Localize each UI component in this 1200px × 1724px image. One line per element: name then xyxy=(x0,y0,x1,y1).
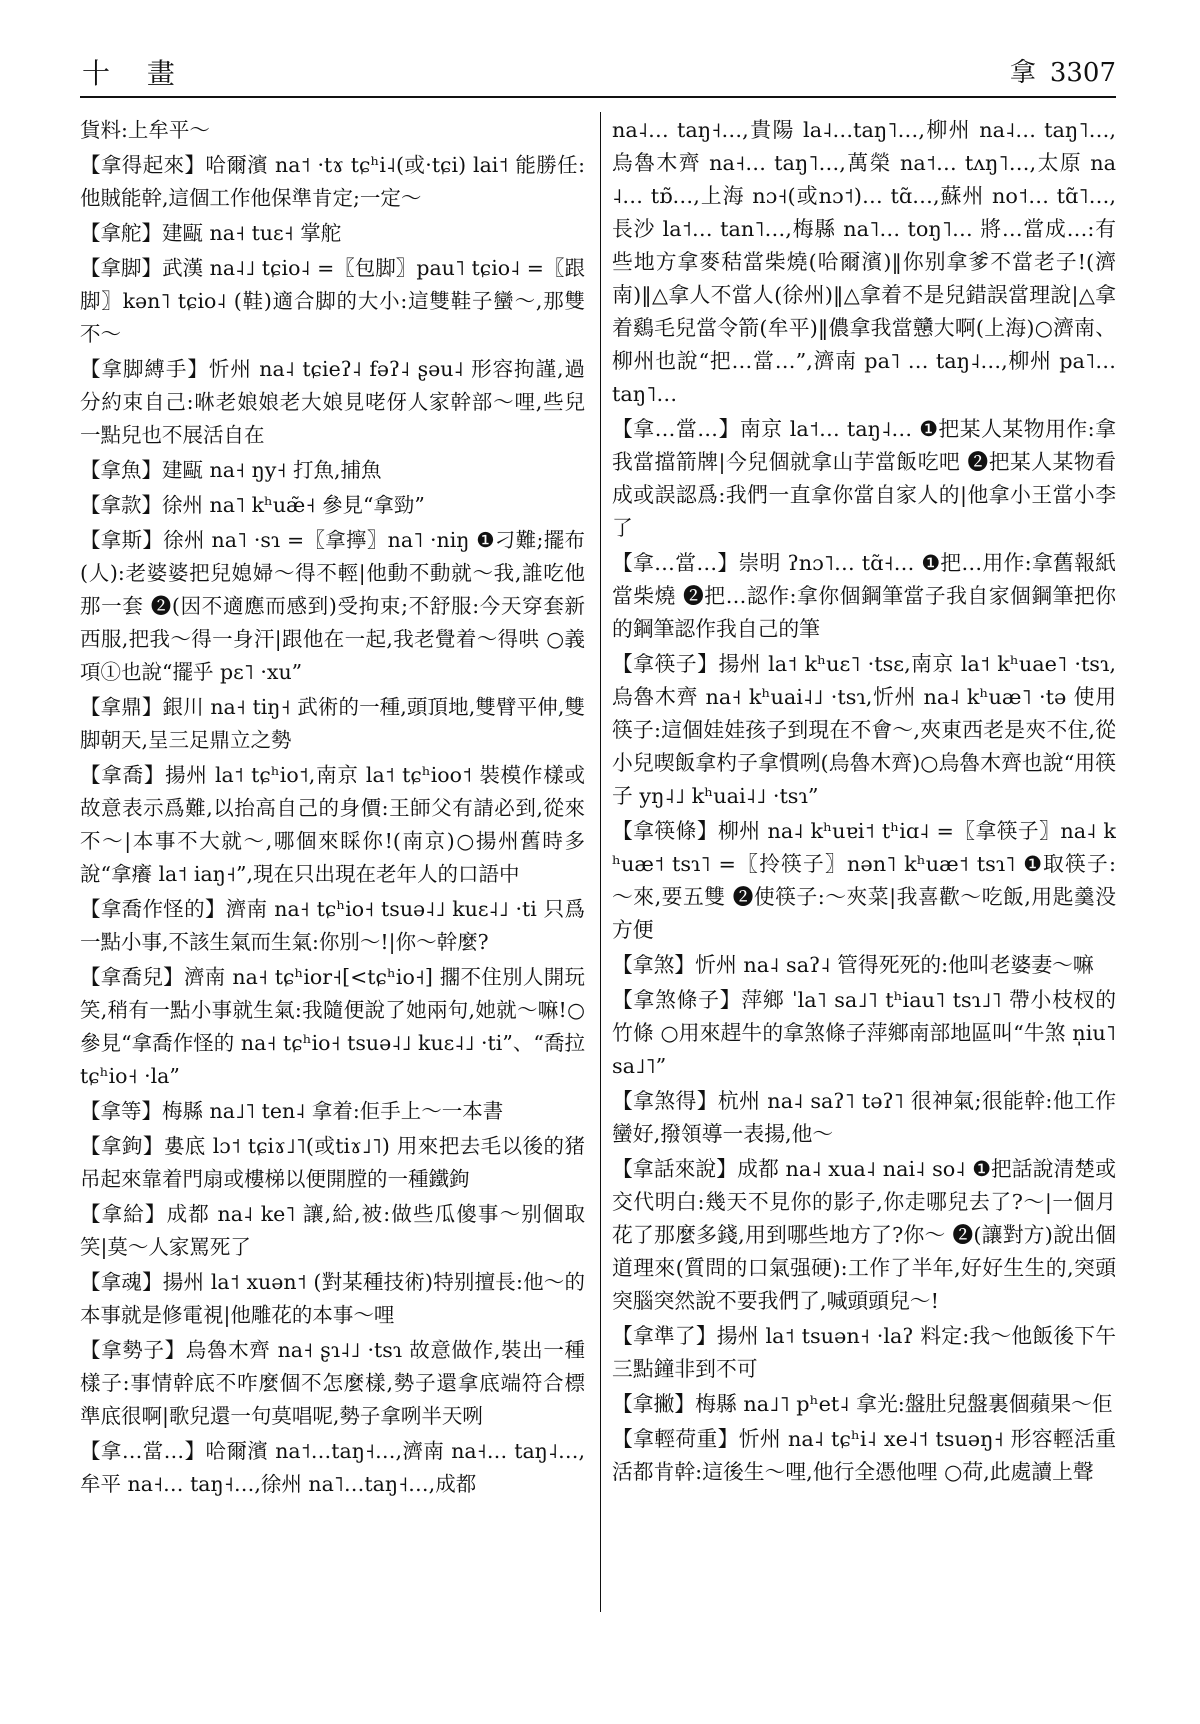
running-headword: 拿 xyxy=(1009,58,1036,88)
dictionary-entry: 【拿斯】徐州 na˥ ·sɿ =〖拿擰〗na˥ ·niŋ ❶刁難;擺布(人):老婆婆把兒媳婦～得不輕|他動不動就～我,誰吃他那一套 ❷(因不適應而感到)受拘束;不舒服:今天穿套新西服,把我～得一身汗|跟他在一起,我老覺着～得哄 ○義項①也說“擺乎 pɛ˥ ·xu” xyxy=(80,528,585,684)
dictionary-entry: 【拿得起來】哈爾濱 na˦ ·tɤ tɕʰi˨(或·tɕi) lai˦ 能勝任:他賊能幹,這個工作他保準肯定;一定～ xyxy=(80,153,585,210)
dictionary-entry: 【拿輕荷重】忻州 na˨ tɕʰi˨ xe˨˦ tsuəŋ˧ 形容輕活重活都肯幹:這後生～哩,他行全憑他哩 ○荷,此處讀上聲 xyxy=(612,1427,1116,1484)
dictionary-entry: na˨… taŋ˧…,貴陽 la˨…taŋ˥…,柳州 na˨… taŋ˥…,烏魯木齊 na˧… taŋ˥…,萬榮 na˦… tʌŋ˥…,太原 na˨… tɒ̃…,上海 nɔ˧(或nɔ˦)… tɑ̃…,蘇州 no˦… tɑ̃˥…,長沙 la˦… tan˥…,梅縣 na˥… toŋ˥… 將…當成…:有些地方拿麥秸當柴燒(哈爾濱)‖你别拿爹不當老子!(濟南)‖△拿人不當人(徐州)‖△拿着不是兒錯誤當理說|△拿着鷄毛兒當令箭(牟平)‖儂拿我當戇大啊(上海)○濟南、柳州也說“把…當…”,濟南 pa˥ … taŋ˨…,柳州 pa˥… taŋ˥… xyxy=(612,118,1116,406)
section-label: 十 畫 xyxy=(82,57,189,90)
dictionary-entry: 【拿勢子】烏魯木齊 na˧ ʂɿ˨˩ ·tsɿ 故意做作,裝出一種樣子:事情幹底不咋麼個不怎麼樣,勢子還拿底端符合標準底很啊|歌兒還一句莫唱呢,勢子拿咧半天咧 xyxy=(80,1338,585,1428)
dictionary-entry: 【拿筷條】柳州 na˨ kʰuɐi˦ tʰiɑ˨ =〖拿筷子〗na˨ kʰuæ˦ tsɿ˥ =〖拎筷子〗nən˥ kʰuæ˦ tsɿ˥ ❶取筷子:～來,要五雙 ❷使筷子:～夾菜|我喜歡～吃飯,用匙羹没方便 xyxy=(612,819,1116,942)
dictionary-entry: 【拿魂】揚州 la˦ xuən˦ (對某種技術)特别擅長:他～的本事就是修電視|他雕花的本事～哩 xyxy=(80,1270,585,1327)
page-headword-block xyxy=(996,52,1116,89)
dictionary-entry: 【拿…當…】哈爾濱 na˦…taŋ˧…,濟南 na˧… taŋ˨…,牟平 na˧… taŋ˧…,徐州 na˥…taŋ˧…,成都 xyxy=(80,1439,585,1496)
dictionary-entry: 【拿煞得】杭州 na˨ saʔ˥ təʔ˥ 很神氣;很能幹:他工作蠻好,撥領導一表揚,他～ xyxy=(612,1089,1116,1146)
dictionary-entry: 【拿話來說】成都 na˨ xua˨ nai˨ so˨ ❶把話說清楚或交代明白:幾天不見你的影子,你走哪兒去了?～|一個月花了那麼多錢,用到哪些地方了?你～ ❷(讓對方)說出個道理來(質問的口氣强硬):工作了半年,好好生生的,突頭突腦突然說不要我們了,喊頭頭兒～! xyxy=(612,1157,1116,1313)
dictionary-entry: 【拿脚縛手】忻州 na˨ tɕieʔ˨ fəʔ˨ ʂəu˨ 形容拘謹,過分約束自己:咻老娘娘老大娘見咾伢人家幹部～哩,些兒一點兒也不展活自在 xyxy=(80,357,585,447)
dictionary-entry: 【拿喬】揚州 la˦ tɕʰio˦,南京 la˦ tɕʰioo˦ 裝模作樣或故意表示爲難,以抬高自己的身價:王師父有請必到,從來不～|本事不大就～,哪個來睬你!(南京)○揚州舊時多說“拿癢 la˦ iaŋ˧”,現在只出現在老年人的口語中 xyxy=(80,763,585,886)
dictionary-entry: 【拿喬作怪的】濟南 na˧ tɕʰio˧ tsuə˨˩ kuɛ˨˩ ·ti 只爲一點小事,不該生氣而生氣:你別～!|你～幹麼? xyxy=(80,897,585,954)
dictionary-entry: 【拿煞】忻州 na˨ saʔ˨ 管得死死的:他叫老婆妻～嘛 xyxy=(612,953,1094,977)
dictionary-entry: 【拿筷子】揚州 la˦ kʰuɛ˥ ·tsɛ,南京 la˦ kʰuae˥ ·tsɿ,烏魯木齊 na˧ kʰuai˨˩ ·tsɿ,忻州 na˨ kʰuæ˥ ·tə 使用筷子:這個娃娃孩子到現在不會～,夾東西老是夾不住,從小兒喫飯拿杓子拿慣咧(烏魯木齊)○烏魯木齊也說“用筷子 yŋ˨˩ kʰuai˨˩ ·tsɿ” xyxy=(612,652,1116,808)
dictionary-entry: 【拿舵】建甌 na˧ tuɛ˧ 掌舵 xyxy=(80,221,342,245)
page-header xyxy=(80,52,1116,92)
right-column xyxy=(612,114,1116,1491)
dictionary-entry: 【拿喬兒】濟南 na˧ tɕʰior˧[<tɕʰio˧] 擱不住別人開玩笑,稍有一點小事就生氣:我隨便說了她兩句,她就～嘛!○參見“拿喬作怪的 na˧ tɕʰio˧ tsuə˨˩ kuɛ˨˩ ·ti”、“喬拉 tɕʰio˧ ·la” xyxy=(80,965,585,1088)
left-column xyxy=(80,114,585,1503)
dictionary-entry: 【拿魚】建甌 na˧ ŋy˧ 打魚,捕魚 xyxy=(80,458,382,482)
dictionary-entry: 貨料:上牟平～ xyxy=(80,118,210,142)
dictionary-entry: 【拿…當…】崇明 ʔnɔ˥… tɑ̃˧… ❶把…用作:拿舊報紙當柴燒 ❷把…認作:拿你個鋼筆當子我自家個鋼筆把你的鋼筆認作我自己的筆 xyxy=(612,551,1116,641)
dictionary-entry: 【拿鼎】銀川 na˧ tiŋ˧ 武術的一種,頭頂地,雙臂平伸,雙脚朝天,呈三足鼎立之勢 xyxy=(80,695,585,752)
dictionary-entry: 【拿準了】揚州 la˦ tsuən˧ ·laʔ 料定:我～他飯後下午三點鐘非到不可 xyxy=(612,1324,1116,1381)
dictionary-entry: 【拿款】徐州 na˥ kʰuæ̃˧ 參見“拿勁” xyxy=(80,493,425,517)
page-number: 3307 xyxy=(1049,58,1116,88)
dictionary-entry: 【拿鉤】婁底 lɔ˦ tɕiɤ˩˥(或tiɤ˩˥) 用來把去毛以後的猪吊起來靠着門扇或樓梯以便開膛的一種鐵鉤 xyxy=(80,1134,585,1191)
dictionary-entry: 【拿脚】武漢 na˨˩ tɕio˨ =〖包脚〗pau˥ tɕio˨ =〖跟脚〗kən˥ tɕio˨ (鞋)適合脚的大小:這雙鞋子蠻～,那雙不～ xyxy=(80,256,585,346)
column-divider xyxy=(600,112,601,1612)
dictionary-entry: 【拿煞條子】萍鄉 ˈla˥ sa˩˥ tʰiau˥ tsɿ˩˥ 帶小枝杈的竹條 ○用來趕牛的拿煞條子萍鄉南部地區叫“牛煞 n̩iu˥ sa˩˥” xyxy=(612,988,1116,1078)
dictionary-entry: 【拿等】梅縣 na˩˥ ten˨ 拿着:佢手上～一本書 xyxy=(80,1099,504,1123)
dictionary-entry: 【拿給】成都 na˨ ke˥ 讓,給,被:做些瓜傻事～别個取笑|莫～人家罵死了 xyxy=(80,1202,585,1259)
dictionary-entry: 【拿撇】梅縣 na˩˥ pʰet˨ 拿光:盤肚兒盤裏個蘋果～佢 xyxy=(612,1392,1113,1416)
header-rule xyxy=(80,96,1116,98)
dictionary-entry: 【拿…當…】南京 la˦… taŋ˨… ❶把某人某物用作:拿我當擋箭牌|今兒個就拿山芋當飯吃吧 ❷把某人某物看成或誤認爲:我們一直拿你當自家人的|他拿小王當小李了 xyxy=(612,417,1116,540)
